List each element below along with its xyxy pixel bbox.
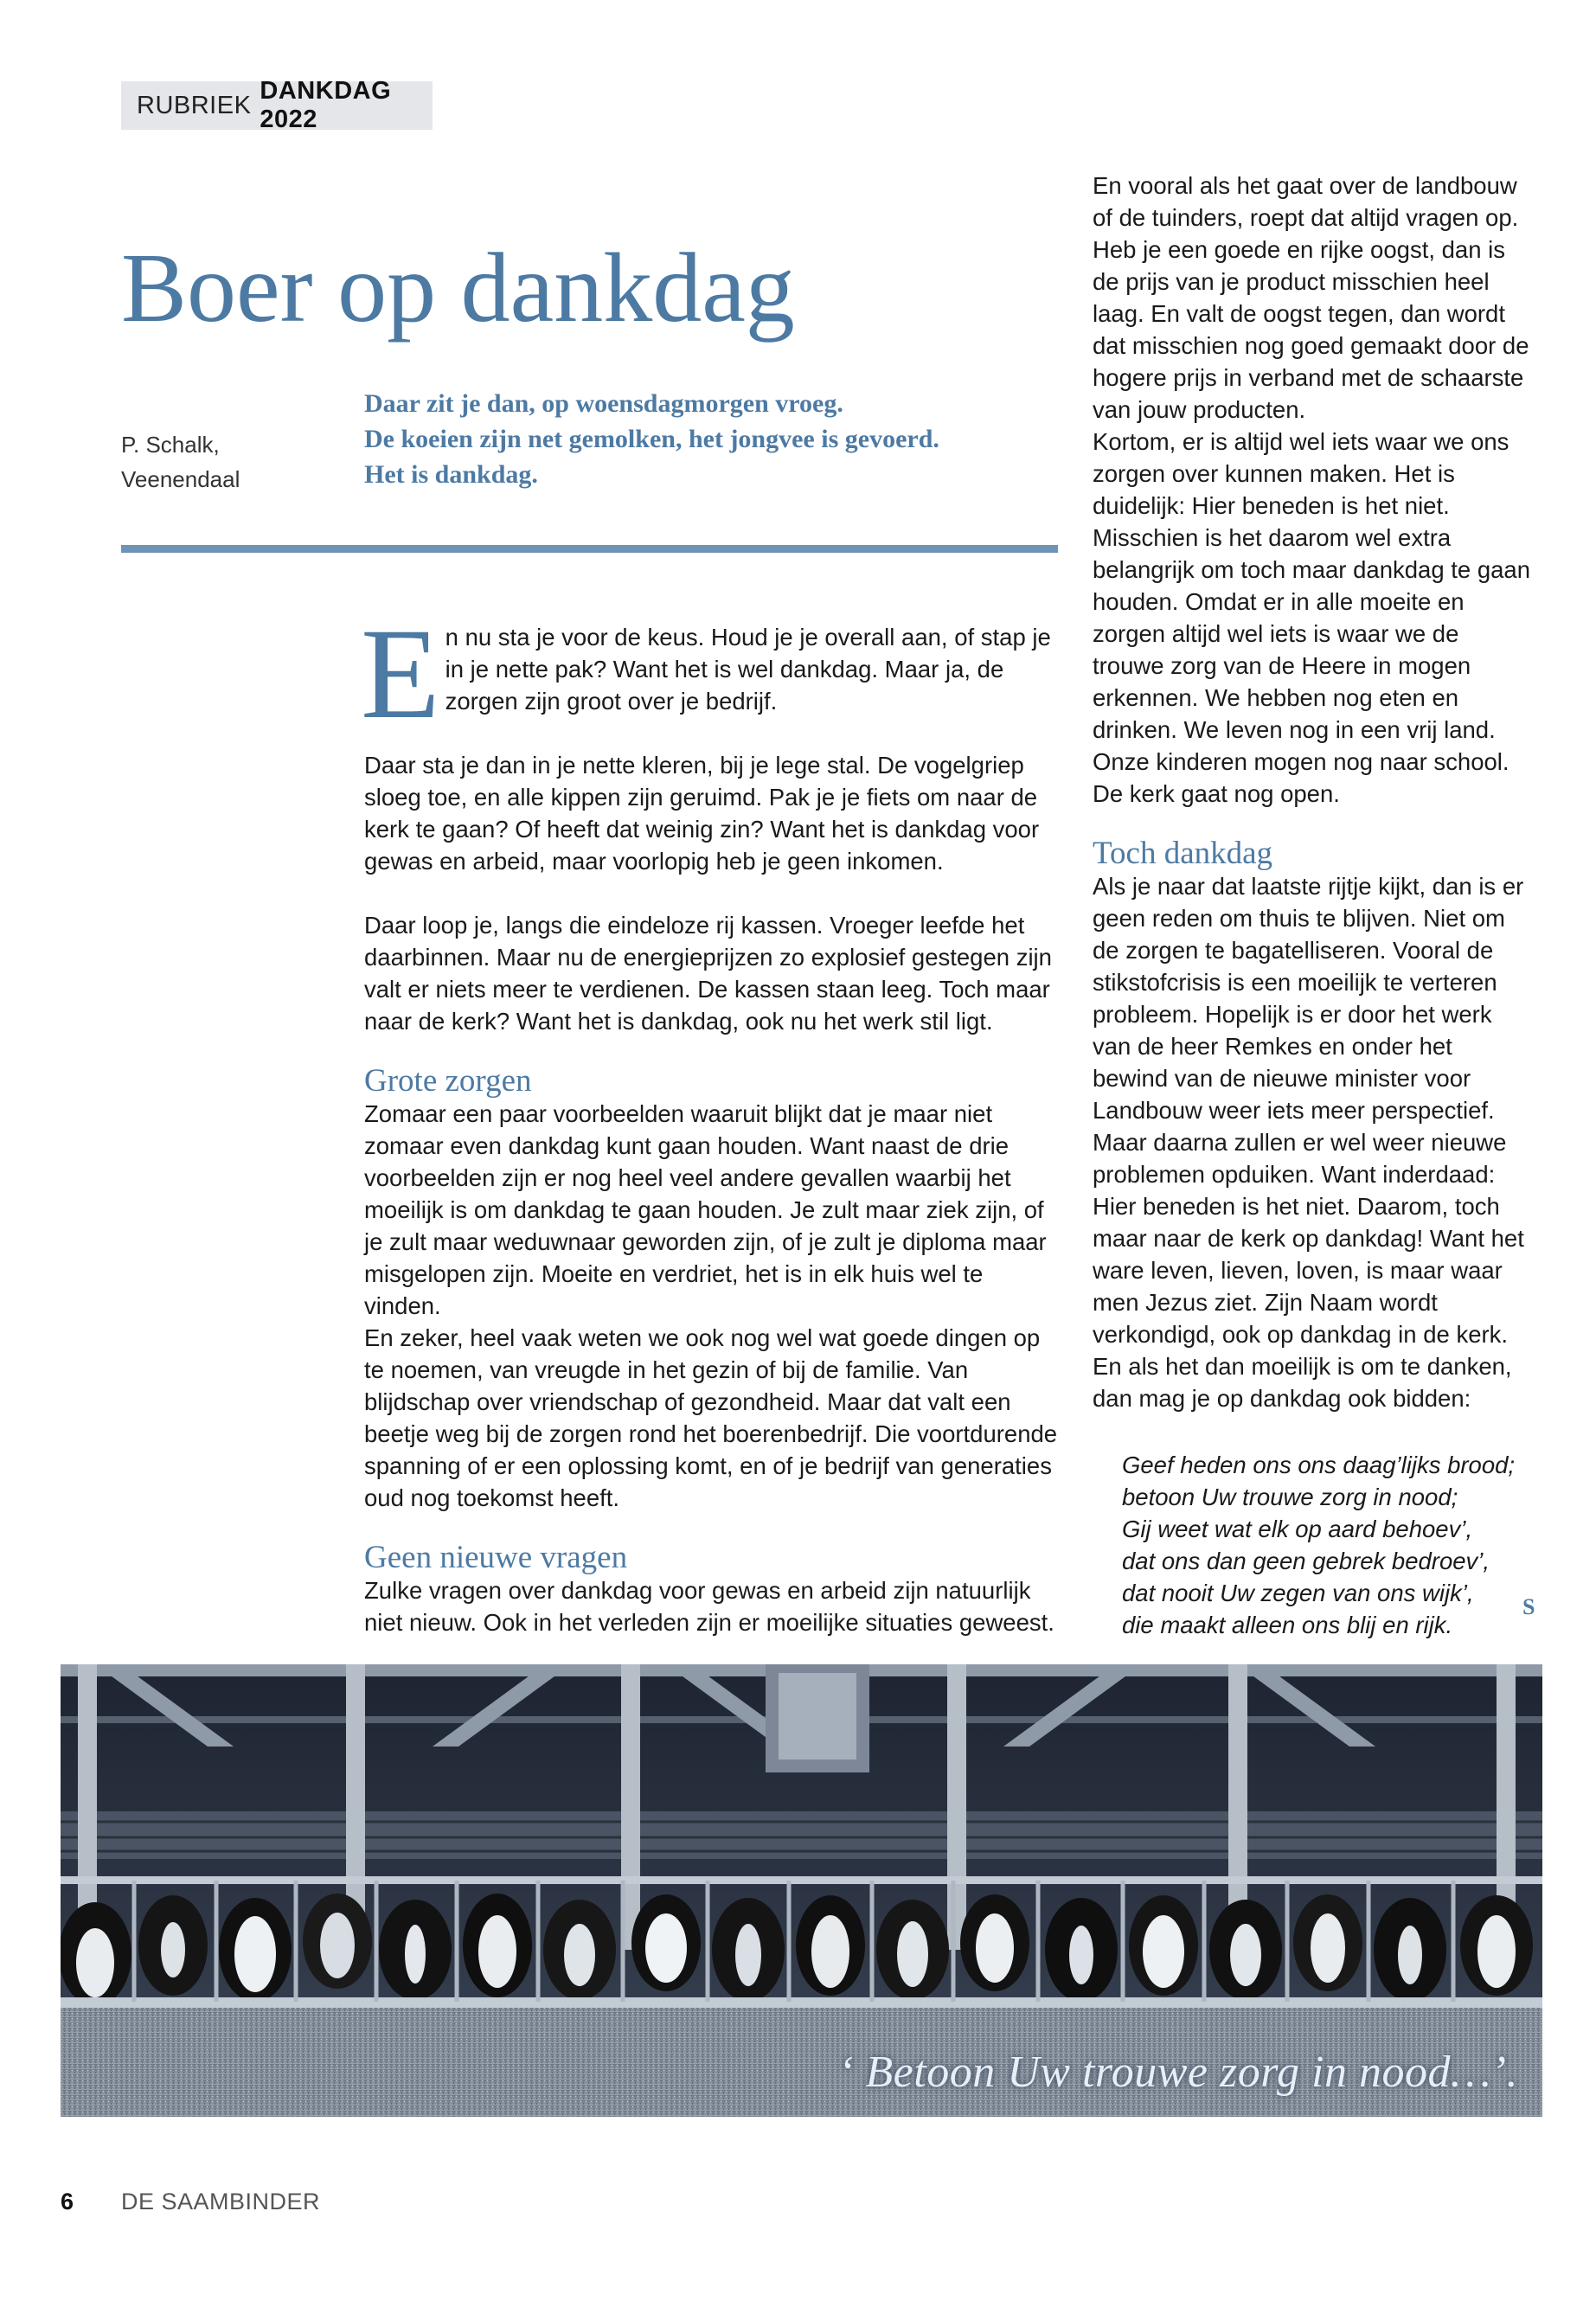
divider-rule xyxy=(121,545,1058,553)
lead-line: Daar zit je dan, op woensdagmorgen vroeg. xyxy=(364,389,843,418)
author-byline xyxy=(121,427,337,497)
subheading: Geen nieuwe vragen xyxy=(364,1540,628,1575)
poem-line: Gij weet wat elk op aard behoev’, xyxy=(1122,1516,1473,1542)
article-column-2 xyxy=(1093,170,1534,1641)
article-column-1 xyxy=(361,602,1061,1638)
poem-line: betoon Uw trouwe zorg in nood; xyxy=(1122,1484,1458,1510)
author-place: Veenendaal xyxy=(121,466,240,492)
body-paragraph: Als je naar dat laatste rijtje kijkt, dan is er geen reden om thuis te blijven. Niet om de zorgen te bagatelliseren. Vooral de stikstofcrisis is een moeilijk te verteren probleem. Hopelijk is er door het werk van de heer Remkes en onder het bewind van de nieuwe minister voor Landbouw weer iets meer perspectief. Maar daarna zullen er wel weer nieuwe problemen opduiken. Want inderdaad: Hier beneden is het niet. Daarom, toch maar naar de kerk op dankdag! Want het ware leven, lieven, loven, is maar waar men Jezus ziet. Zijn Naam wordt verkondigd, ook op dankdag in de kerk. En als het dan moeilijk is om te danken, dan mag je op dankdag ook bidden: xyxy=(1093,873,1524,1412)
page-number: 6 xyxy=(61,2189,74,2214)
rubriek-label: RUBRIEK xyxy=(137,91,252,119)
body-paragraph: Zulke vragen over dankdag voor gewas en arbeid zijn natuurlijk niet nieuw. Ook in het verleden zijn er moeilijke situaties geweest. xyxy=(364,1577,1054,1636)
body-paragraph: Zomaar een paar voorbeelden waaruit blijkt dat je maar niet zomaar even dankdag kunt gaan houden. Want naast de drie voorbeelden zijn er nog heel veel andere gevallen waarbij het moeilijk is om dankdag te gaan houden. Je zult maar ziek zijn, of je zult maar weduwnaar geworden zijn, of je zult je diploma maar misgelopen zijn. Moeite en verdriet, het is in elk huis wel te vinden. xyxy=(364,1100,1047,1319)
poem-line: die maakt alleen ons blij en rijk. xyxy=(1122,1612,1453,1638)
magazine-name: DE SAAMBINDER xyxy=(121,2189,321,2214)
drop-cap: E xyxy=(361,602,440,746)
lead-paragraph xyxy=(364,386,1056,492)
poem-line: Geef heden ons ons daag’lijks brood; xyxy=(1122,1452,1516,1478)
subheading: Grote zorgen xyxy=(364,1063,532,1099)
cattle-barn-photo xyxy=(61,1664,1542,2117)
lead-line: Het is dankdag. xyxy=(364,460,538,489)
rubriek-title: DANKDAG 2022 xyxy=(260,77,392,133)
section-label xyxy=(121,77,433,133)
photo-caption: ‘ Betoon Uw trouwe zorg in nood…’. xyxy=(838,2048,1518,2097)
intro-text: n nu sta je voor de keus. Houd je je overall aan, of stap je in je nette pak? Want het is wel dankdag. Maar ja, de zorgen zijn groot over je bedrijf. xyxy=(445,624,1051,715)
intro-paragraph xyxy=(361,602,1061,746)
body-paragraph: Kortom, er is altijd wel iets waar we ons zorgen over kunnen maken. Het is duidelijk: Hier beneden is het niet. Misschien is het daarom wel extra belangrijk om toch maar dankdag te gaan houden. Omdat er in alle moeite en zorgen altijd wel iets is waar we de trouwe zorg van de Heere in mogen erkennen. We hebben nog eten en drinken. We leven nog in een vrij land. Onze kinderen mogen nog naar school. De kerk gaat nog open. xyxy=(1093,428,1531,807)
body-paragraph: En zeker, heel vaak weten we ook nog wel wat goede dingen op te noemen, van vreugde in het gezin of bij de familie. Van blijdschap over vriendschap of gezondheid. Maar dat valt een beetje weg bij de zorgen rond het boerenbedrijf. Die voortdurende spanning of er een oplossing komt, en of je bedrijf van generaties oud nog toekomst heeft. xyxy=(364,1324,1058,1511)
author-name: P. Schalk, xyxy=(121,432,220,458)
end-mark-icon: S xyxy=(1522,1594,1535,1619)
article-title: Boer op dankdag xyxy=(121,233,795,343)
body-paragraph: Daar sta je dan in je nette kleren, bij je lege stal. De vogelgriep sloeg toe, en alle kippen zijn geruimd. Pak je je fiets om naar de kerk te gaan? Of heeft dat weinig zin? Want het is dankdag voor gewas en arbeid, maar voorlopig heb je geen inkomen. xyxy=(364,752,1040,875)
poem-line: dat nooit Uw zegen van ons wijk’, xyxy=(1122,1580,1474,1606)
poem-quote xyxy=(1122,1449,1534,1641)
poem-line: dat ons dan geen gebrek bedroev’, xyxy=(1122,1548,1490,1574)
subheading: Toch dankdag xyxy=(1093,836,1273,871)
lead-line: De koeien zijn net gemolken, het jongvee is gevoerd. xyxy=(364,425,939,453)
body-paragraph: Daar loop je, langs die eindeloze rij kassen. Vroeger leefde het daarbinnen. Maar nu de energieprijzen zo explosief gestegen zijn valt er niets meer te verdienen. De kassen staan leeg. Toch maar naar de kerk? Want het is dankdag, ook nu het werk stil ligt. xyxy=(364,912,1052,1035)
body-paragraph: En vooral als het gaat over de landbouw of de tuinders, roept dat altijd vragen op. Heb je een goede en rijke oogst, dan is de prijs van je product misschien heel laag. En valt de oogst tegen, dan wordt dat misschien nog goed gemaakt door de hogere prijs in verband met de schaarste van jouw producten. xyxy=(1093,172,1529,423)
